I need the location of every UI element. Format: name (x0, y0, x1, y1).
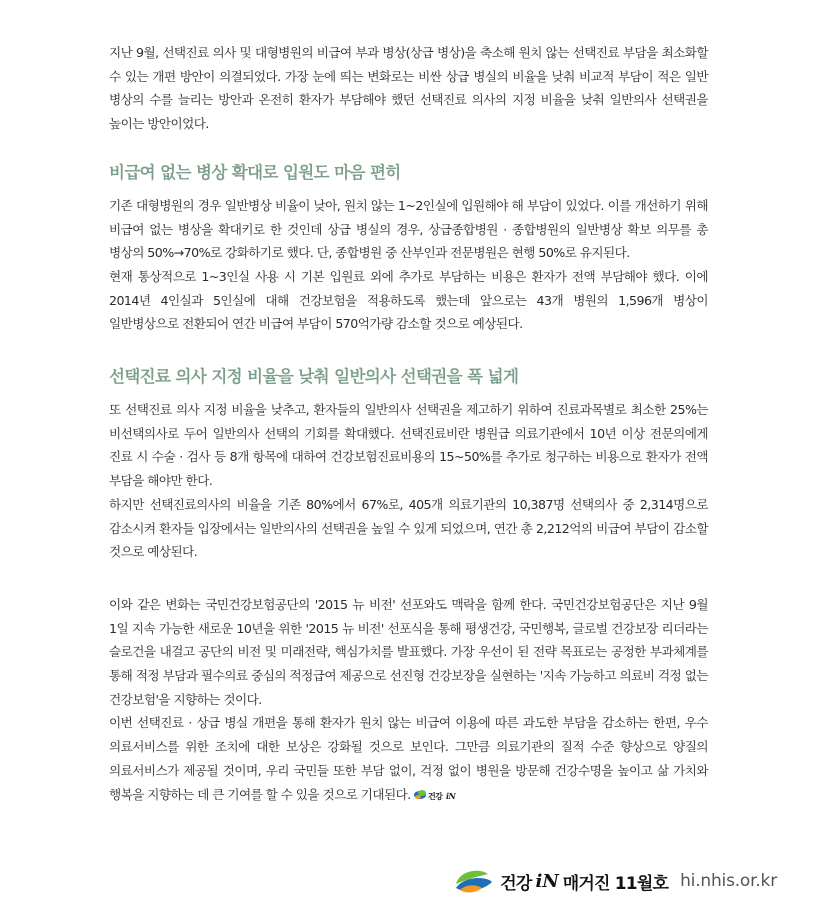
end-mark-logo (414, 785, 458, 809)
section-heading-beds: 비급여 없는 병상 확대로 입원도 마음 편히 (109, 162, 401, 182)
closing-paragraph: 이와 같은 변화는 국민건강보험공단의 '2015 뉴 비전' 선포와도 맥락을 함께 한다. 국민건강보험공단은 지난 9월 1일 지속 가능한 새로운 10년을 위한 '2015 뉴 비전' 선포식을 통해 평생건강, 국민행복, 글로벌 건강보장 리더라는 슬로건을 내걸고 공단의 비전 및 미래전략, 핵심가치를 발표했다. 가장 우선이 된 전략 목표로는 공정한 부과체계를 통해 적정 부담과 필수의료 중심의 적정급여 제공으로 선진형 건강보장을 실현하는 '지속 가능하고 의료비 걱정 없는 건강보험'을 지향하는 것이다. (109, 596, 708, 707)
footer-issue: 매거진 11월호 (562, 873, 669, 894)
geongang-in-logo-icon (454, 866, 494, 896)
footer-brand-in: iN (535, 870, 559, 892)
intro-paragraph: 지난 9월, 선택진료 의사 및 대형병원의 비급여 부과 병상(상급 병상)을 축소해 원치 않는 선택진료 부담을 최소화할 수 있는 개편 방안이 의결되었다. 가장 눈에 띄는 변화로는 비싼 상급 병실의 비율을 낮춰 비교적 부담이 적은 일반 병상의 수를 늘리는 방안과 온전히 환자가 부담해야 했던 선택진료 의사의 지정 비율을 낮춰 일반의사 선택권을 높이는 방안이었다. (109, 45, 708, 132)
section1-paragraph: 현재 통상적으로 1~3인실 사용 시 기본 입원료 외에 추가로 부담하는 비용은 환자가 전액 부담해야 했다. 이에 2014년 4인실과 5인실에 대해 건강보험을 적용하도록 했는데 앞으로는 43개 병원의 1,596개 병상이 일반병상으로 전환되어 연간 비급여 부담이 570억가량 감소할 것으로 예상된다. (109, 268, 708, 332)
closing-text: 이번 선택진료 · 상급 병실 개편을 통해 환자가 원치 않는 비급여 이용에 따른 과도한 부담을 감소하는 한편, 우수 의료서비스를 위한 조치에 대한 보상은 강화될 것으로 보인다. 그만큼 의료기관의 질적 수준 향상으로 양질의 의료서비스가 제공될 것이며, 우리 국민들 또한 부담 없이, 걱정 없이 병원을 방문해 건강수명을 높이고 삶 가치와 행복을 지향하는 데 큰 기여를 할 수 있을 것으로 기대된다. (109, 715, 708, 802)
footer-url: hi.nhis.or.kr (680, 871, 777, 891)
svg-text:iN: iN (445, 790, 455, 801)
magazine-footer (454, 864, 777, 898)
section1-paragraph: 기존 대형병원의 경우 일반병상 비율이 낮아, 원치 않는 1~2인실에 입원해야 해 부담이 있었다. 이를 개선하기 위해 비급여 없는 병상을 확대키로 한 것인데 상급 병실의 경우, 상급종합병원 · 종합병원의 일반병상 확보 의무를 총 병상의 50%→70%로 강화하기로 했다. 단, 종합병원 중 산부인과 전문병원은 현행 50%로 유지된다. (109, 197, 708, 261)
closing-paragraph (109, 711, 708, 808)
footer-brand: 건강 (500, 873, 532, 894)
leaf-logo-icon (414, 789, 458, 801)
svg-text:건강: 건강 (427, 791, 443, 801)
section2-paragraph: 또 선택진료 의사 지정 비율을 낮추고, 환자들의 일반의사 선택권을 제고하기 위하여 진료과목별로 최소한 25%는 비선택의사로 두어 일반의사 선택의 기회를 확대했다. 선택진료비란 병원급 의료기관에서 10년 이상 전문의에게 진료 시 수술 · 검사 등 8개 항목에 대하여 건강보험진료비용의 15~50%를 추가로 청구하는 비용으로 환자가 전액 부담을 해야만 한다. (109, 402, 708, 489)
section-heading-doctor-choice: 선택진료 의사 지정 비율을 낮춰 일반의사 선택권을 폭 넓게 (109, 367, 519, 387)
article-body (109, 41, 708, 808)
section2-paragraph: 하지만 선택진료의사의 비율을 기존 80%에서 67%로, 405개 의료기관의 10,387명 선택의사 중 2,314명으로 감소시켜 환자들 입장에서는 일반의사의 선택권을 높일 수 있게 되었으며, 연간 총 2,212억의 비급여 부담이 감소할 것으로 예상된다. (109, 496, 708, 560)
